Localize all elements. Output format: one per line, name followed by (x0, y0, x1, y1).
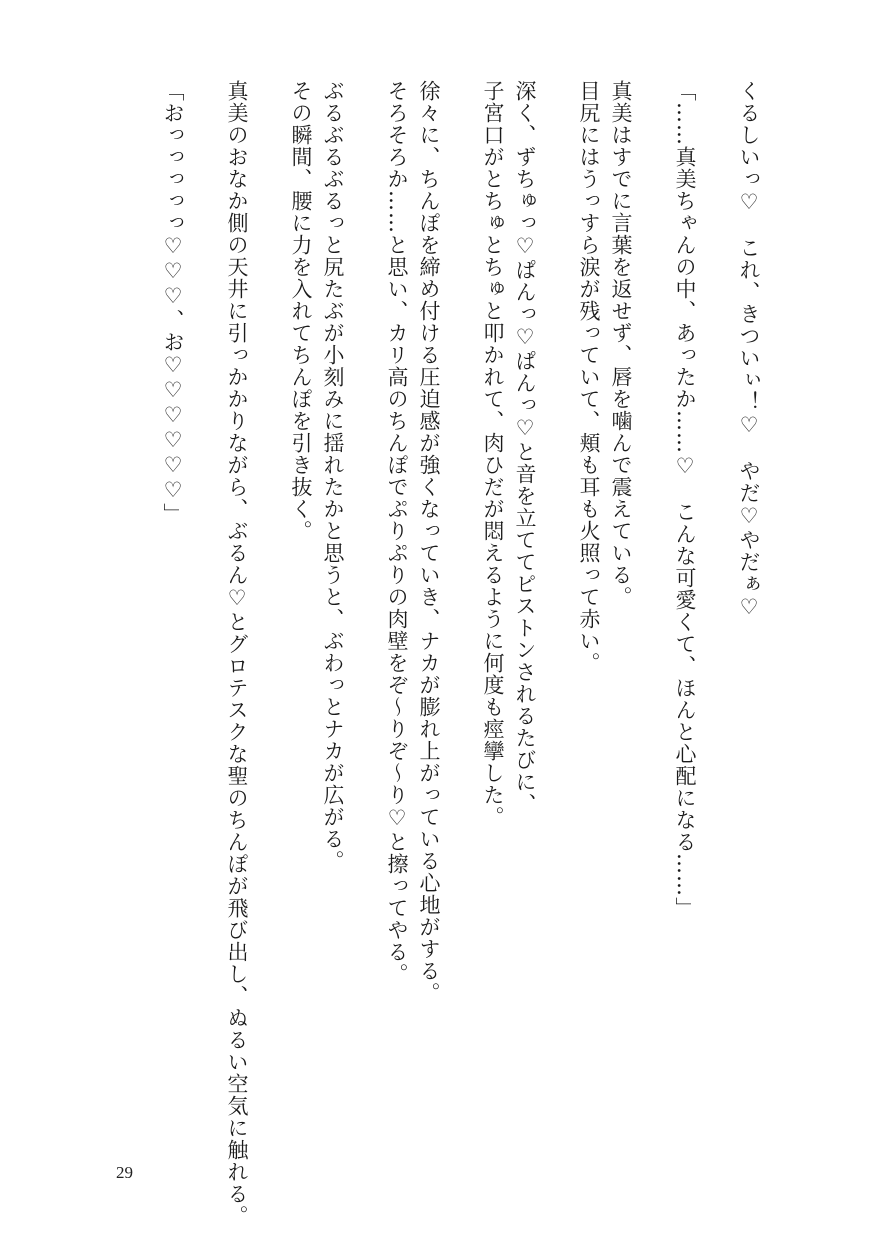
text-line: 「……真美ちゃんの中、あったか……♡ こんな可愛くて、ほんと心配になる……」 (673, 80, 697, 919)
text-line: 真美はすでに言葉を返せず、唇を噛んで震えている。 (609, 80, 633, 608)
vertical-text-body (157, 80, 765, 1227)
text-line: 徐々に、ちんぽを締め付ける圧迫感が強くなっていき、ナカが膨れ上がっている心地がする。 (417, 80, 441, 1004)
text-line: ぶるぶるぶるっと尻たぶが小刻みに揺れたかと思うと、ぶわっとナカが広がる。 (321, 80, 345, 872)
text-line: 深く、ずちゅっ♡ぱんっ♡ぱんっ♡と音を立ててピストンされるたびに、 (513, 80, 537, 815)
text-line: 真美のおなか側の天井に引っかかりながら、ぶるん♡とグロテスクな聖のちんぽが飛び出し、ぬるい空気に触れる。 (225, 80, 249, 1227)
text-line: 子宮口がとちゅとちゅと叩かれて、肉ひだが悶えるように何度も痙攣した。 (481, 80, 505, 828)
text-line: 目尻にはうっすら涙が残っていて、頬も耳も火照って赤い。 (577, 80, 601, 674)
text-line: そろそろか……と思い、カリ高のちんぽでぷりぷりの肉壁をぞ〜りぞ〜り♡と擦ってやる。 (385, 80, 409, 985)
text-line: 「おっっっっっ♡♡♡、お♡♡♡♡♡♡」 (161, 80, 185, 525)
page-number: 29 (116, 1163, 133, 1182)
text-line: その瞬間、腰に力を入れてちんぽを引き抜く。 (289, 80, 313, 542)
text-line: くるしいっ♡ これ、きついぃ！♡ やだ♡やだぁ♡ (737, 80, 761, 620)
